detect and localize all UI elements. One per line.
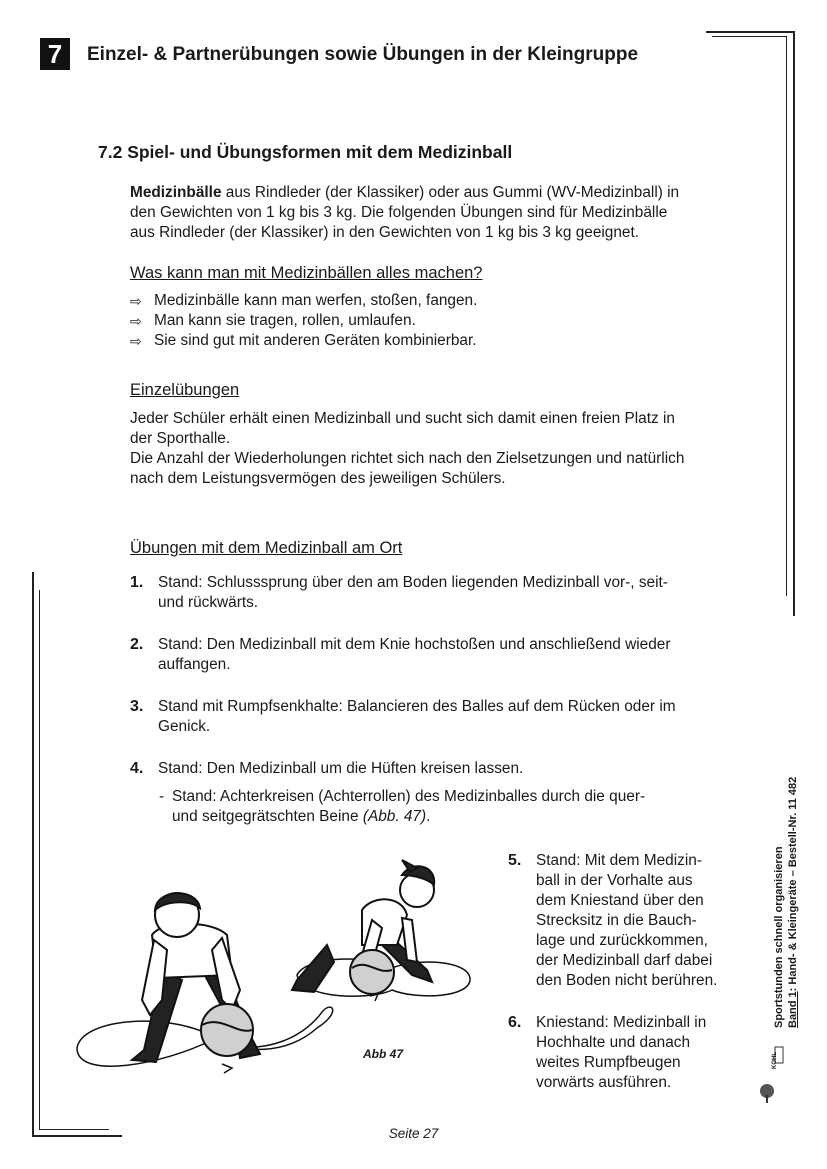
arrow-right-icon: ⇨ xyxy=(130,333,142,349)
exercise-item-1: 1. Stand: Schlusssprung über den am Boden liegenden Medizinball vor-, seit- und rückwärts. xyxy=(130,574,668,611)
intro-paragraph xyxy=(130,183,742,243)
arrow-right-icon: ⇨ xyxy=(130,293,142,309)
frame-top-right-h2 xyxy=(712,36,786,37)
publisher-logo xyxy=(758,1045,784,1105)
list-item: ⇨ Sie sind gut mit anderen Geräten kombinierbar. xyxy=(130,332,477,349)
chapter-title: Einzel- & Partnerübungen sowie Übungen in der Kleingruppe xyxy=(87,44,639,65)
exercise-sub-item: - Stand: Achterkreisen (Achterrollen) des Medizinballes durch die quer- und seitgegrätschten Beine (Abb. 47). xyxy=(159,788,646,825)
intro-line1: aus Rindleder (der Klassiker) oder aus Gummi (WV-Medizinball) in xyxy=(221,184,680,201)
einzel-paragraph: Jeder Schüler erhält einen Medizinball und sucht sich damit einen freien Platz in der Sporthalle. Die Anzahl der Wiederholungen richtet sich nach den Zielsetzungen und natürlich nach dem Leistungsvermögen des jeweiligen Schülers. xyxy=(130,410,685,487)
intro-line2: den Gewichten von 1 kg bis 3 kg. Die folgenden Übungen sind für Medizinbälle xyxy=(130,204,668,221)
list-item: ⇨ Man kann sie tragen, rollen, umlaufen. xyxy=(130,312,416,329)
exercise-item-4: 4. Stand: Den Medizinball um die Hüften kreisen lassen. xyxy=(130,760,524,777)
sidebar-order-info: Band 1: Hand- & Kleingeräte – Bestell-Nr. 11 482 xyxy=(787,776,799,1028)
exercise-item-2: 2. Stand: Den Medizinball mit dem Knie hochstoßen und anschließend wieder auffangen. xyxy=(130,636,671,673)
arrow-right-icon: ⇨ xyxy=(130,313,142,329)
exercise-item-5: 5. Stand: Mit dem Medizin- ball in der Vorhalte aus dem Kniestand über den Strecksitz in die Bauch- lage und zurückkommen, der Medizinball darf dabei den Boden nicht berühren. xyxy=(508,852,718,989)
list-item: ⇨ Medizinbälle kann man werfen, stoßen, fangen. xyxy=(130,292,478,309)
figure-caption: Abb 47 xyxy=(363,1047,404,1061)
what-heading: Was kann man mit Medizinbällen alles machen? xyxy=(130,264,483,282)
sidebar-title: Sportstunden schnell organisieren xyxy=(773,846,785,1028)
publisher-logo-text: KOHL xyxy=(772,1052,778,1069)
exercise-item-6: 6. Kniestand: Medizinball in Hochhalte und danach weites Rumpfbeugen vorwärts ausführen. xyxy=(508,1014,707,1091)
frame-top-right-v2 xyxy=(786,36,787,596)
frame-bottom-left-v2 xyxy=(39,590,40,1130)
sidebar-vertical-info xyxy=(772,758,812,1028)
section-title: 7.2 Spiel- und Übungsformen mit dem Medizinball xyxy=(98,142,513,162)
frame-top-right-h1 xyxy=(706,31,794,33)
page-number: Seite 27 xyxy=(388,1126,439,1141)
exercise-item-3: 3. Stand mit Rumpfsenkhalte: Balancieren des Balles auf dem Rücken oder im Genick. xyxy=(130,698,676,735)
bullet-list xyxy=(130,291,477,351)
frame-bottom-left-v1 xyxy=(32,572,34,1137)
intro-line3: aus Rindleder (der Klassiker) in den Gewichten von 1 kg bis 3 kg geeignet. xyxy=(130,224,640,241)
frame-top-right-v1 xyxy=(793,31,795,616)
intro-bold: Medizinbälle xyxy=(130,184,222,201)
medicine-ball-illustration xyxy=(72,850,472,1090)
einzel-heading: Einzelübungen xyxy=(130,381,240,399)
tree-logo-icon xyxy=(758,1045,784,1105)
ort-heading: Übungen mit dem Medizinball am Ort xyxy=(130,539,403,557)
chapter-number: 7 xyxy=(40,38,70,70)
